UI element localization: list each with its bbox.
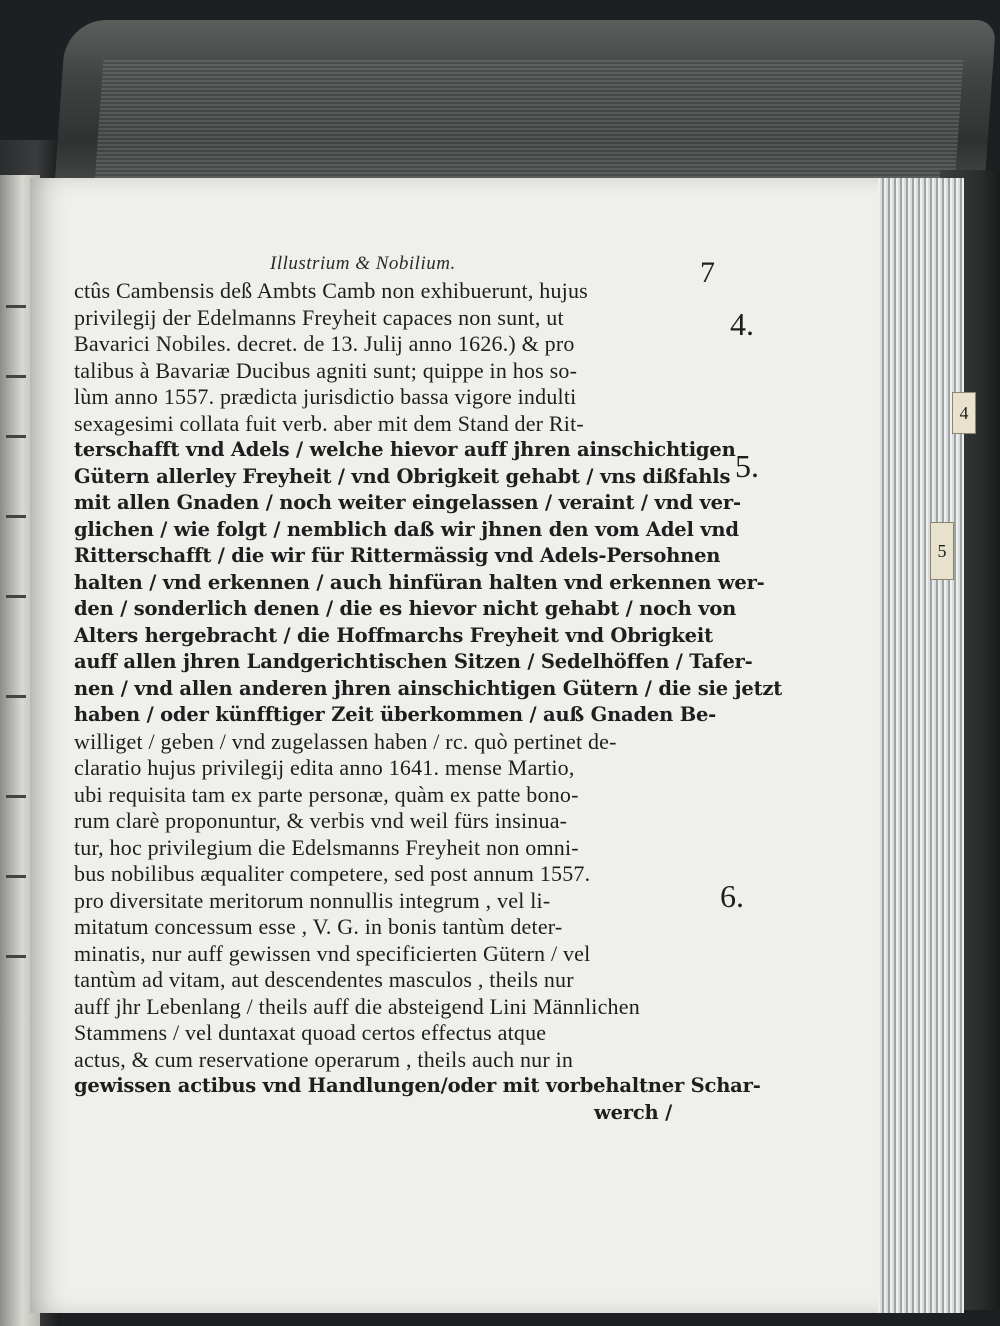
marginal-number: 5. xyxy=(735,448,759,484)
text-line: williget / geben / vnd zugelassen haben / rc. quò pertinet de- xyxy=(74,728,617,754)
index-tab-5[interactable] xyxy=(930,522,954,580)
text-line: Stammens / vel duntaxat quoad certos effectus atque xyxy=(74,1020,547,1045)
text-line: terschafft vnd Adels / welche hievor auff jhren ainschichtigen xyxy=(74,438,736,461)
marginal-number: 6. xyxy=(720,878,744,914)
running-head: Illustrium & Nobilium. xyxy=(270,253,456,274)
text-line: lùm anno 1557. prædicta jurisdictio bassa vigore indulti xyxy=(74,384,577,409)
text-line: claratio hujus privilegij edita anno 1641. mense Martio, xyxy=(74,755,575,780)
text-line: werch / xyxy=(594,1100,673,1124)
text-line: tantùm ad vitam, aut descendentes masculos , theils nur xyxy=(74,967,574,992)
marginal-number: 4. xyxy=(730,306,754,342)
text-line: pro diversitate meritorum nonnullis integrum , vel li- xyxy=(74,887,551,913)
text-line: den / sonderlich denen / die es hievor nicht gehabt / noch von xyxy=(74,597,737,620)
text-line: privilegij der Edelmanns Freyheit capaces non sunt, ut xyxy=(74,304,564,330)
text-line: talibus à Bavariæ Ducibus agniti sunt; quippe in hos so- xyxy=(74,357,578,383)
text-line: Gütern allerley Freyheit / vnd Obrigkeit gehabt / vns dißfahls xyxy=(74,464,731,488)
text-line: Alters hergebracht / die Hoffmarchs Freyheit vnd Obrigkeit xyxy=(74,623,713,647)
book-page xyxy=(30,178,878,1313)
page-body xyxy=(74,278,783,1126)
text-line: tur, hoc privilegium die Edelsmanns Freyheit non omni- xyxy=(74,834,579,860)
fore-edge xyxy=(872,178,964,1313)
text-line: halten / vnd erkennen / auch hinfüran halten vnd erkennen wer- xyxy=(74,570,765,594)
text-line: sexagesimi collata fuit verb. aber mit dem Stand der Rit- xyxy=(74,410,584,436)
index-tab-label: 5 xyxy=(937,540,947,561)
page-number: 7 xyxy=(700,256,715,289)
text-line: mit allen Gnaden / noch weiter eingelassen / veraint / vnd ver- xyxy=(74,491,741,514)
text-line: bus nobilibus æqualiter competere, sed post annum 1557. xyxy=(74,861,591,886)
text-line: auff allen jhren Landgerichtischen Sitzen / Sedelhöffen / Tafer- xyxy=(74,650,753,673)
text-line: gewissen actibus vnd Handlungen/oder mit vorbehaltner Schar- xyxy=(74,1074,761,1097)
text-line: mitatum concessum esse , V. G. in bonis tantùm deter- xyxy=(74,914,563,939)
text-line: auff jhr Lebenlang / theils auff die absteigend Lini Männlichen xyxy=(74,993,640,1019)
text-line: ctûs Cambensis deß Ambts Camb non exhibuerunt, hujus xyxy=(74,278,588,303)
text-line: nen / vnd allen anderen jhren ainschichtigen Gütern / die sie jetzt xyxy=(74,676,783,700)
index-tab-label: 4 xyxy=(959,402,969,423)
book-top-edge xyxy=(54,20,996,195)
text-line: Ritterschafft / die wir für Rittermässig vnd Adels-Persohnen xyxy=(74,544,721,567)
text-line: actus, & cum reservatione operarum , theils auch nur in xyxy=(74,1046,574,1072)
text-line: rum clarè proponuntur, & verbis vnd weil fürs insinua- xyxy=(74,808,568,833)
text-line: minatis, nur auff gewissen vnd specificierten Gütern / vel xyxy=(74,940,591,966)
index-tab-4[interactable] xyxy=(952,392,976,434)
text-line: glichen / wie folgt / nemblich daß wir jhnen den vom Adel vnd xyxy=(74,517,739,541)
text-line: haben / oder künfftiger Zeit überkommen / auß Gnaden Be- xyxy=(74,703,717,726)
text-line: ubi requisita tam ex parte personæ, quàm ex patte bono- xyxy=(74,781,579,807)
text-line: Bavarici Nobiles. decret. de 13. Julij anno 1626.) & pro xyxy=(74,331,575,356)
page-block-edge xyxy=(95,60,963,180)
